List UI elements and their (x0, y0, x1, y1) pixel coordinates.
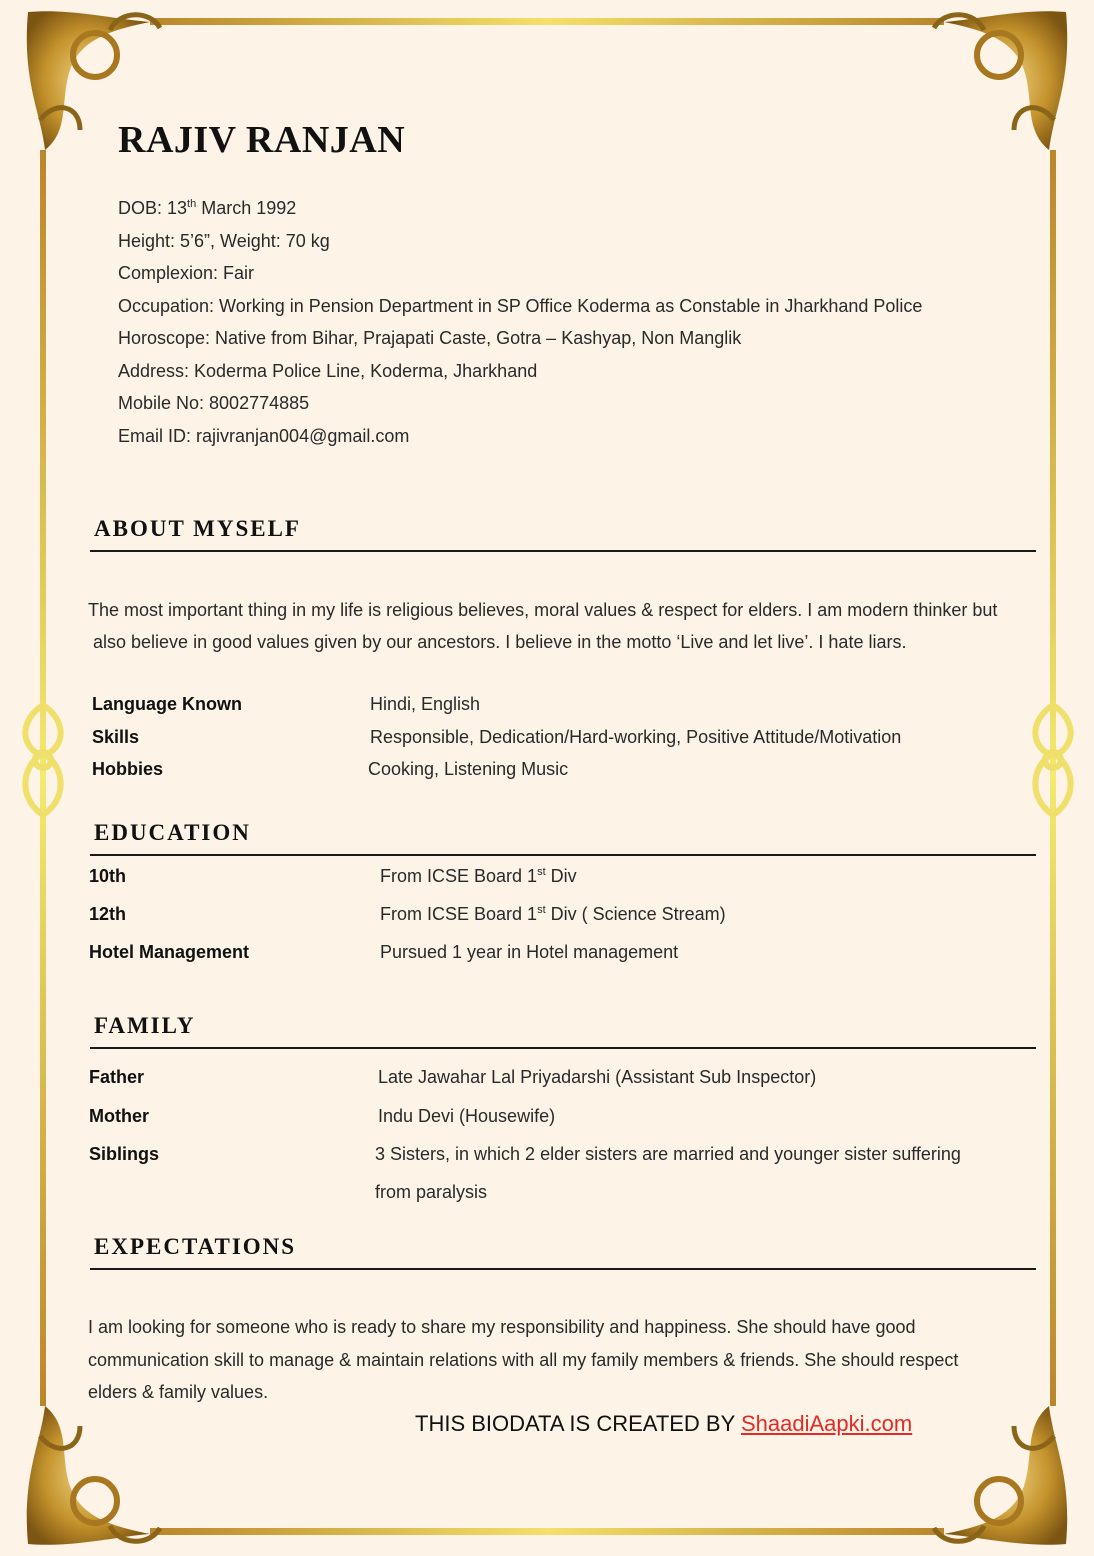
education-label-12th: 12th (89, 904, 127, 924)
footer-credit (415, 1411, 912, 1437)
section-divider-about (90, 550, 1036, 552)
footer-text: THIS BIODATA IS CREATED BY (415, 1411, 741, 1436)
section-divider-education (90, 854, 1036, 856)
horoscope-line: Horoscope: Native from Bihar, Prajapati Caste, Gotra – Kashyap, Non Manglik (118, 328, 742, 348)
about-value-language: Hindi, English (370, 694, 481, 714)
footer-link[interactable]: ShaadiAapki.com (741, 1411, 913, 1436)
border-right (1050, 150, 1056, 1406)
section-title-about: ABOUT MYSELF (94, 516, 301, 541)
expectations-line-3: elders & family values. (88, 1382, 269, 1402)
section-divider-family (90, 1047, 1036, 1049)
corner-ornament-top-right (934, 11, 1067, 150)
section-title-family: FAMILY (94, 1013, 196, 1038)
family-label-father: Father (89, 1067, 145, 1087)
about-line-2: also believe in good values given by our ancestors. I believe in the motto ‘Live and let live’. I hate liars. (93, 632, 907, 652)
corner-ornament-bottom-right (934, 1406, 1067, 1545)
family-value-mother: Indu Devi (Housewife) (378, 1106, 556, 1126)
expectations-paragraph (88, 1311, 1043, 1409)
family-label-siblings: Siblings (89, 1144, 160, 1164)
email-line: Email ID: rajivranjan004@gmail.com (118, 425, 410, 446)
family-value-siblings-line-2: from paralysis (375, 1182, 488, 1202)
dob-line: DOB: 13th March 1992 (118, 198, 297, 218)
complexion-line: Complexion: Fair (118, 263, 255, 283)
section-title-education: EDUCATION (94, 820, 251, 845)
about-value-hobbies: Cooking, Listening Music (368, 759, 569, 779)
border-top (150, 18, 944, 25)
about-label-language: Language Known (92, 694, 242, 714)
about-value-skills: Responsible, Dedication/Hard-working, Positive Attitude/Motivation (370, 727, 902, 747)
address-line: Address: Koderma Police Line, Koderma, Jharkhand (118, 360, 538, 381)
mobile-line: Mobile No: 8002774885 (118, 393, 310, 413)
family-label-mother: Mother (89, 1106, 149, 1126)
expectations-line-2: communication skill to manage & maintain relations with all my family members & friends. She should respect (88, 1349, 959, 1370)
candidate-name: RAJIV RANJAN (118, 119, 406, 161)
education-label-10th: 10th (89, 866, 127, 886)
section-title-expectations: EXPECTATIONS (94, 1234, 297, 1259)
family-value-siblings-line-1: 3 Sisters, in which 2 elder sisters are married and younger sister suffering (375, 1144, 961, 1164)
personal-details (118, 193, 922, 453)
corner-ornament-bottom-left (27, 1406, 160, 1545)
expectations-line-1: I am looking for someone who is ready to share my responsibility and happiness. She should have good (88, 1317, 916, 1337)
education-value-hotel: Pursued 1 year in Hotel management (380, 942, 679, 962)
about-paragraph (88, 594, 1043, 658)
height-weight-line: Height: 5’6”, Weight: 70 kg (118, 230, 330, 251)
education-value-12th: From ICSE Board 1st Div ( Science Stream) (380, 904, 726, 924)
family-value-father: Late Jawahar Lal Priyadarshi (Assistant Sub Inspector) (378, 1067, 817, 1087)
about-label-hobbies: Hobbies (92, 759, 164, 779)
section-divider-expectations (90, 1268, 1036, 1270)
about-label-skills: Skills (92, 727, 140, 747)
border-bottom (150, 1528, 944, 1535)
about-line-1: The most important thing in my life is religious believes, moral values & respect for elders. I am modern thinker but (88, 600, 998, 620)
border-left (40, 150, 46, 1406)
education-value-10th: From ICSE Board 1st Div (380, 866, 577, 886)
occupation-line: Occupation: Working in Pension Department in SP Office Koderma as Constable in Jharkhand Police (118, 295, 923, 316)
education-label-hotel: Hotel Management (89, 942, 250, 962)
